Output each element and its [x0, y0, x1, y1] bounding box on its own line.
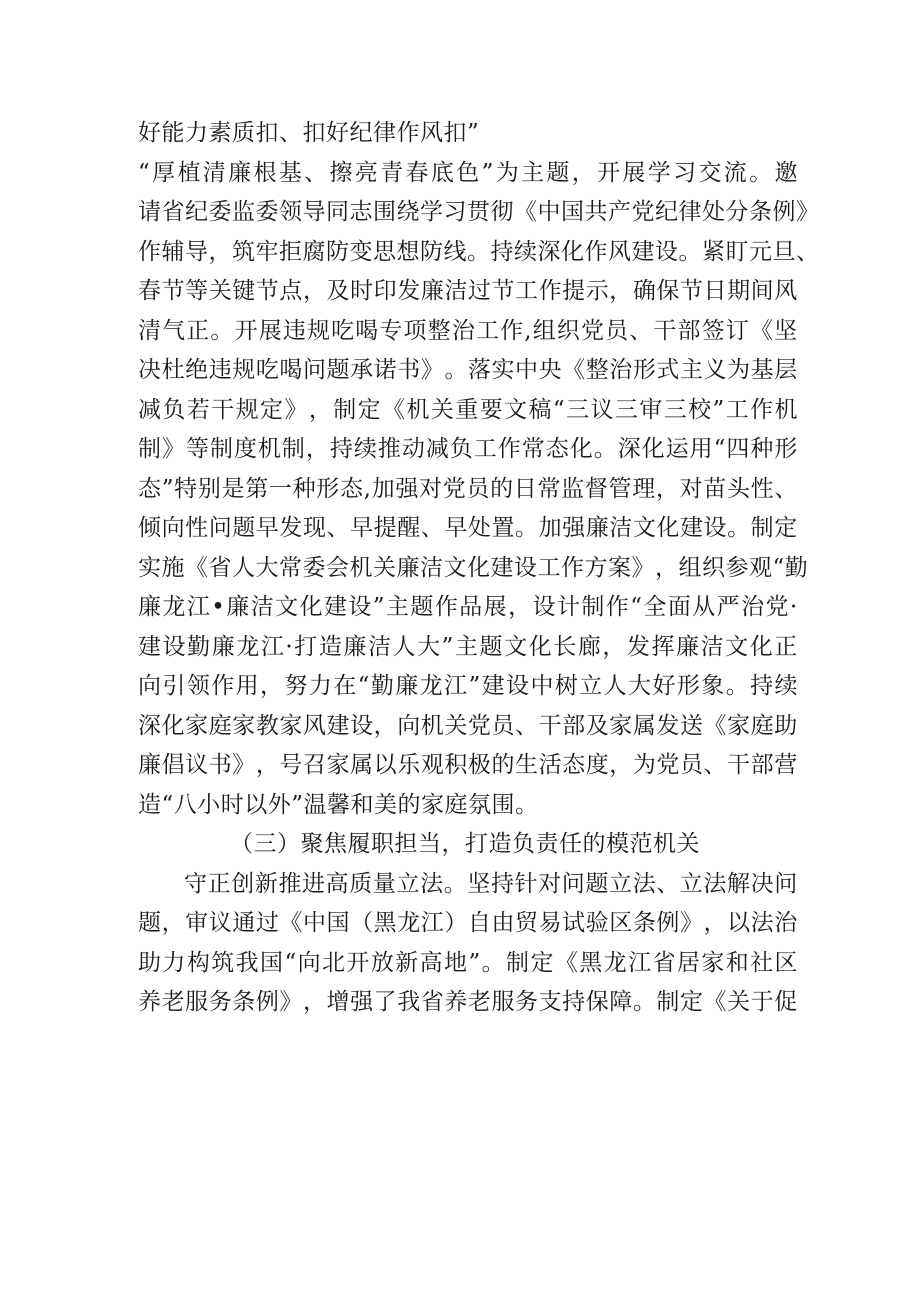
body-text — [138, 114, 820, 1023]
text-line: 深 化 家 庭 家 教 家 风 建 设 ， 向 机 关 党 员 、 干 部 及 家 属 发 送 《 家 庭 助 — [138, 712, 798, 739]
text-line: 制 》 等 制 度 机 制 ， 持 续 推 动 减 负 工 作 常 态 化 。 深 化 运 用 “ 四 种 形 — [138, 436, 798, 462]
text-line: 题 ， 审 议 通 过 《 中 国 （ 黑 龙 江 ） 自 由 贸 易 试 验 区 条 例 》 ， 以 法 治 — [138, 910, 798, 936]
text-line: 请 省 纪 委 监 委 领 导 同 志 围 绕 学 习 贯 彻 《 中 国 共 产 党 纪 律 处 分 条 例 》 — [138, 199, 820, 225]
text-line: 清 气 正 。 开 展 违 规 吃 喝 专 项 整 治 工 作 , 组 织 党 员 、 干 部 签 订 《 坚 — [138, 317, 798, 344]
text-line: 建 设 勤 廉 龙 江 · 打 造 廉 洁 人 大 ” 主 题 文 化 长 廊 ， 发 挥 廉 洁 文 化 正 — [138, 633, 798, 660]
text-line: 养 老 服 务 条 例 》 ， 增 强 了 我 省 养 老 服 务 支 持 保 障 。 制 定 《 关 于 促 — [138, 989, 798, 1015]
text-line: 决 杜 绝 违 规 吃 喝 问 题 承 诺 书 》 。 落 实 中 央 《 整 治 形 式 主 义 为 基 层 — [138, 357, 798, 383]
text-line: 助 力 构 筑 我 国 “ 向 北 开 放 新 高 地 ” 。 制 定 《 黑 龙 江 省 居 家 和 社 区 — [138, 949, 798, 976]
text-line: 造“八小时以外”温馨和美的家庭氛围。 — [138, 791, 539, 818]
text-line: 减 负 若 干 规 定 》 ， 制 定 《 机 关 重 要 文 稿 “ 三 议 三 审 三 校 ” 工 作 机 — [138, 396, 798, 423]
text-line: 廉 倡 议 书 》 ， 号 召 家 属 以 乐 观 积 极 的 生 活 态 度 ， 为 党 员 、 干 部 营 — [138, 752, 798, 778]
section-heading: （三）聚焦履职担当，打造负责任的模范机关 — [230, 831, 700, 857]
text-line: 倾 向 性 问 题 早 发 现 、 早 提 醒 、 早 处 置 。 加 强 廉 洁 文 化 建 设 。 制 定 — [138, 515, 798, 541]
text-line: 守 正 创 新 推 进 高 质 量 立 法 。 坚 持 针 对 问 题 立 法 、 立 法 解 决 问 — [184, 870, 798, 897]
text-line: “ 厚 植 清 廉 根 基 、 擦 亮 青 春 底 色 ” 为 主 题 ， 开 展 学 习 交 流 。 邀 — [138, 159, 798, 186]
text-line: 态 ” 特 别 是 第 一 种 形 态 , 加 强 对 党 员 的 日 常 监 督 管 理 ， 对 苗 头 性 、 — [138, 475, 798, 502]
text-line: 好能力素质扣、扣好纪律作风扣” — [138, 120, 480, 146]
text-line: 廉 龙 江 • 廉 洁 文 化 建 设 ” 主 题 作 品 展 ， 设 计 制 作 “ 全 面 从 严 治 党 · — [138, 594, 798, 620]
text-line: 春 节 等 关 键 节 点 ， 及 时 印 发 廉 洁 过 节 工 作 提 示 ， 确 保 节 日 期 间 风 — [138, 278, 798, 304]
text-line: 实 施 《 省 人 大 常 委 会 机 关 廉 洁 文 化 建 设 工 作 方 案 》 ， 组 织 参 观 “ 勤 — [138, 554, 809, 581]
text-line: 作 辅 导 ， 筑 牢 拒 腐 防 变 思 想 防 线 。 持 续 深 化 作 风 建 设 。 紧 盯 元 旦 、 — [138, 238, 820, 265]
text-line: 向 引 领 作 用 ， 努 力 在 “ 勤 廉 龙 江 ” 建 设 中 树 立 人 大 好 形 象 。 持 续 — [138, 673, 798, 699]
